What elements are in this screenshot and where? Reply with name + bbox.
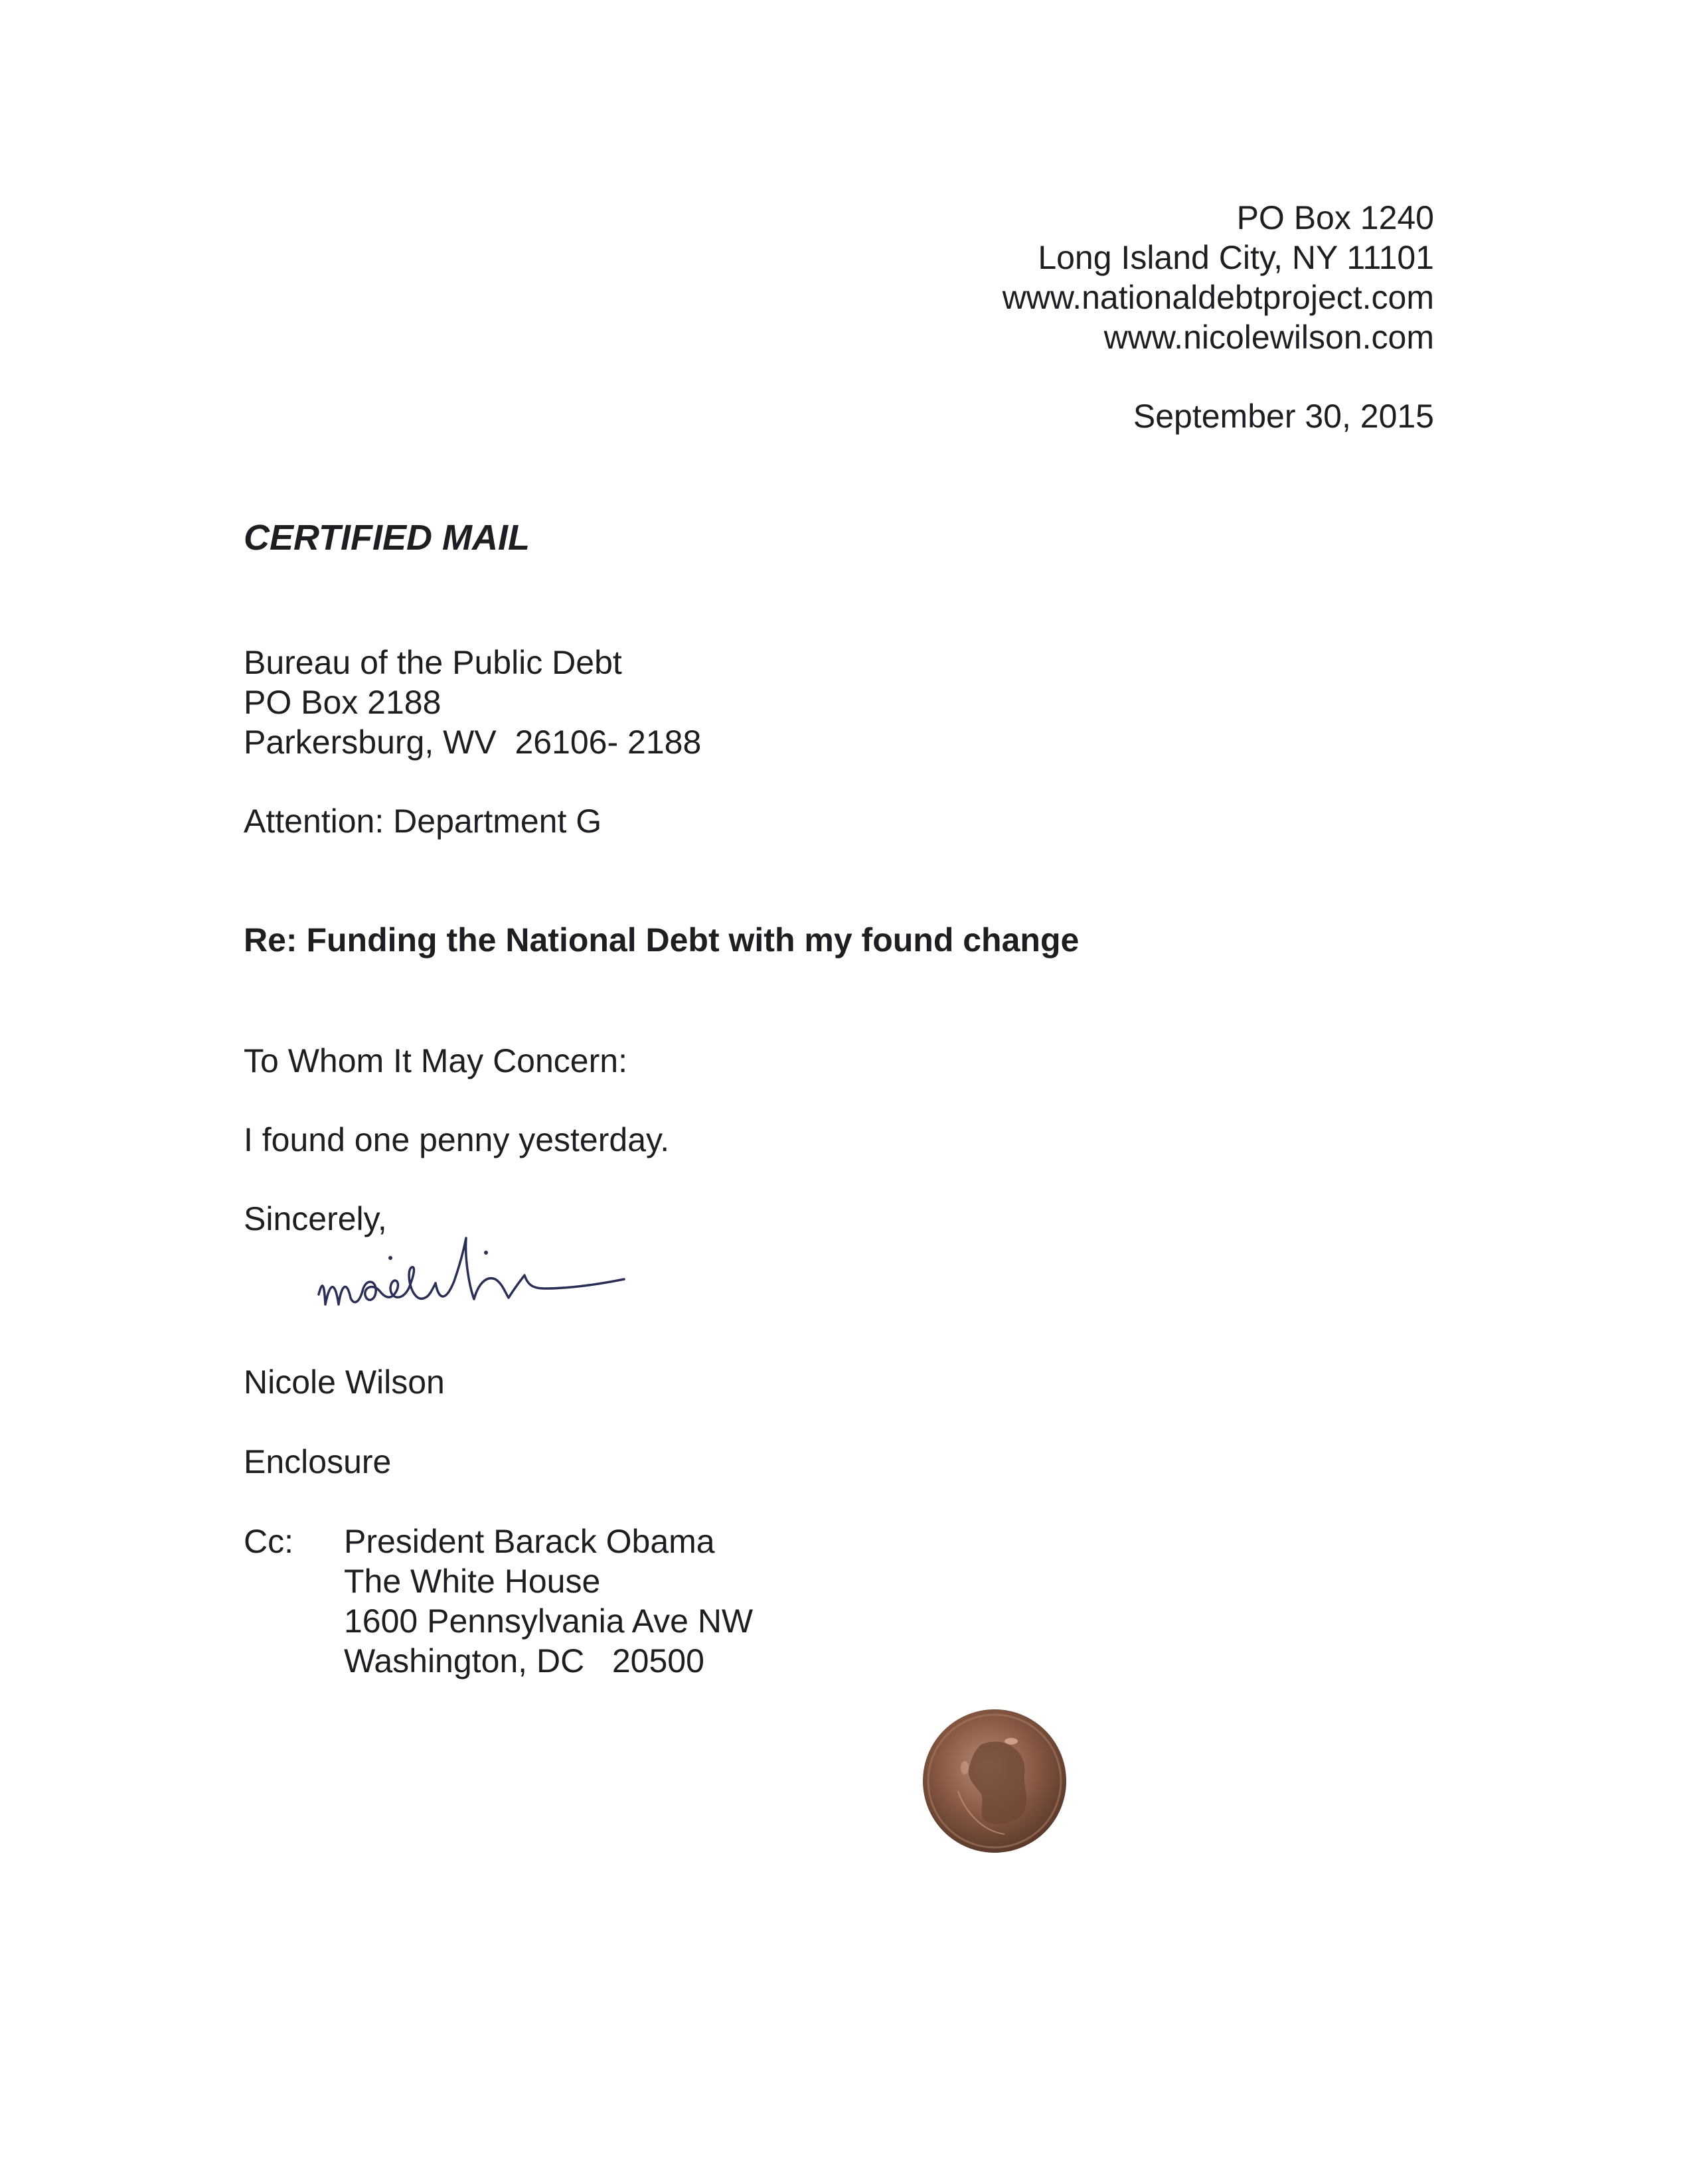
attention-line: Attention: Department G [244, 803, 602, 840]
letter-body: I found one penny yesterday. [244, 1121, 670, 1158]
cc-line-3: 1600 Pennsylvania Ave NW [344, 1602, 754, 1640]
cc-line-4: Washington, DC 20500 [344, 1642, 704, 1679]
return-address-line-2: Long Island City, NY 11101 [1038, 239, 1434, 276]
signature [312, 1205, 710, 1338]
recipient-line-3: Parkersburg, WV 26106- 2188 [244, 724, 702, 761]
recipient-line-1: Bureau of the Public Debt [244, 644, 622, 681]
cc-recipient [344, 1521, 753, 1681]
salutation: To Whom It May Concern: [244, 1042, 627, 1079]
return-address-line-1: PO Box 1240 [1236, 199, 1434, 236]
delivery-method: CERTIFIED MAIL [244, 518, 530, 558]
closing: Sincerely, [244, 1200, 387, 1237]
cc-label: Cc: [244, 1523, 293, 1560]
return-address [1003, 198, 1434, 357]
cc-line-2: The White House [344, 1563, 601, 1600]
subject-line: Re: Funding the National Debt with my found change [244, 921, 1080, 959]
letter-date: September 30, 2015 [1133, 398, 1434, 435]
recipient-line-2: PO Box 2188 [244, 684, 442, 721]
recipient-address [244, 643, 701, 762]
penny-coin-image [918, 1705, 1071, 1857]
cc-line-1: President Barack Obama [344, 1523, 715, 1560]
sender-name: Nicole Wilson [244, 1364, 445, 1401]
return-address-line-3: www.nationaldebtproject.com [1002, 279, 1434, 316]
enclosure-note: Enclosure [244, 1443, 392, 1480]
return-address-line-4: www.nicolewilson.com [1103, 319, 1434, 356]
